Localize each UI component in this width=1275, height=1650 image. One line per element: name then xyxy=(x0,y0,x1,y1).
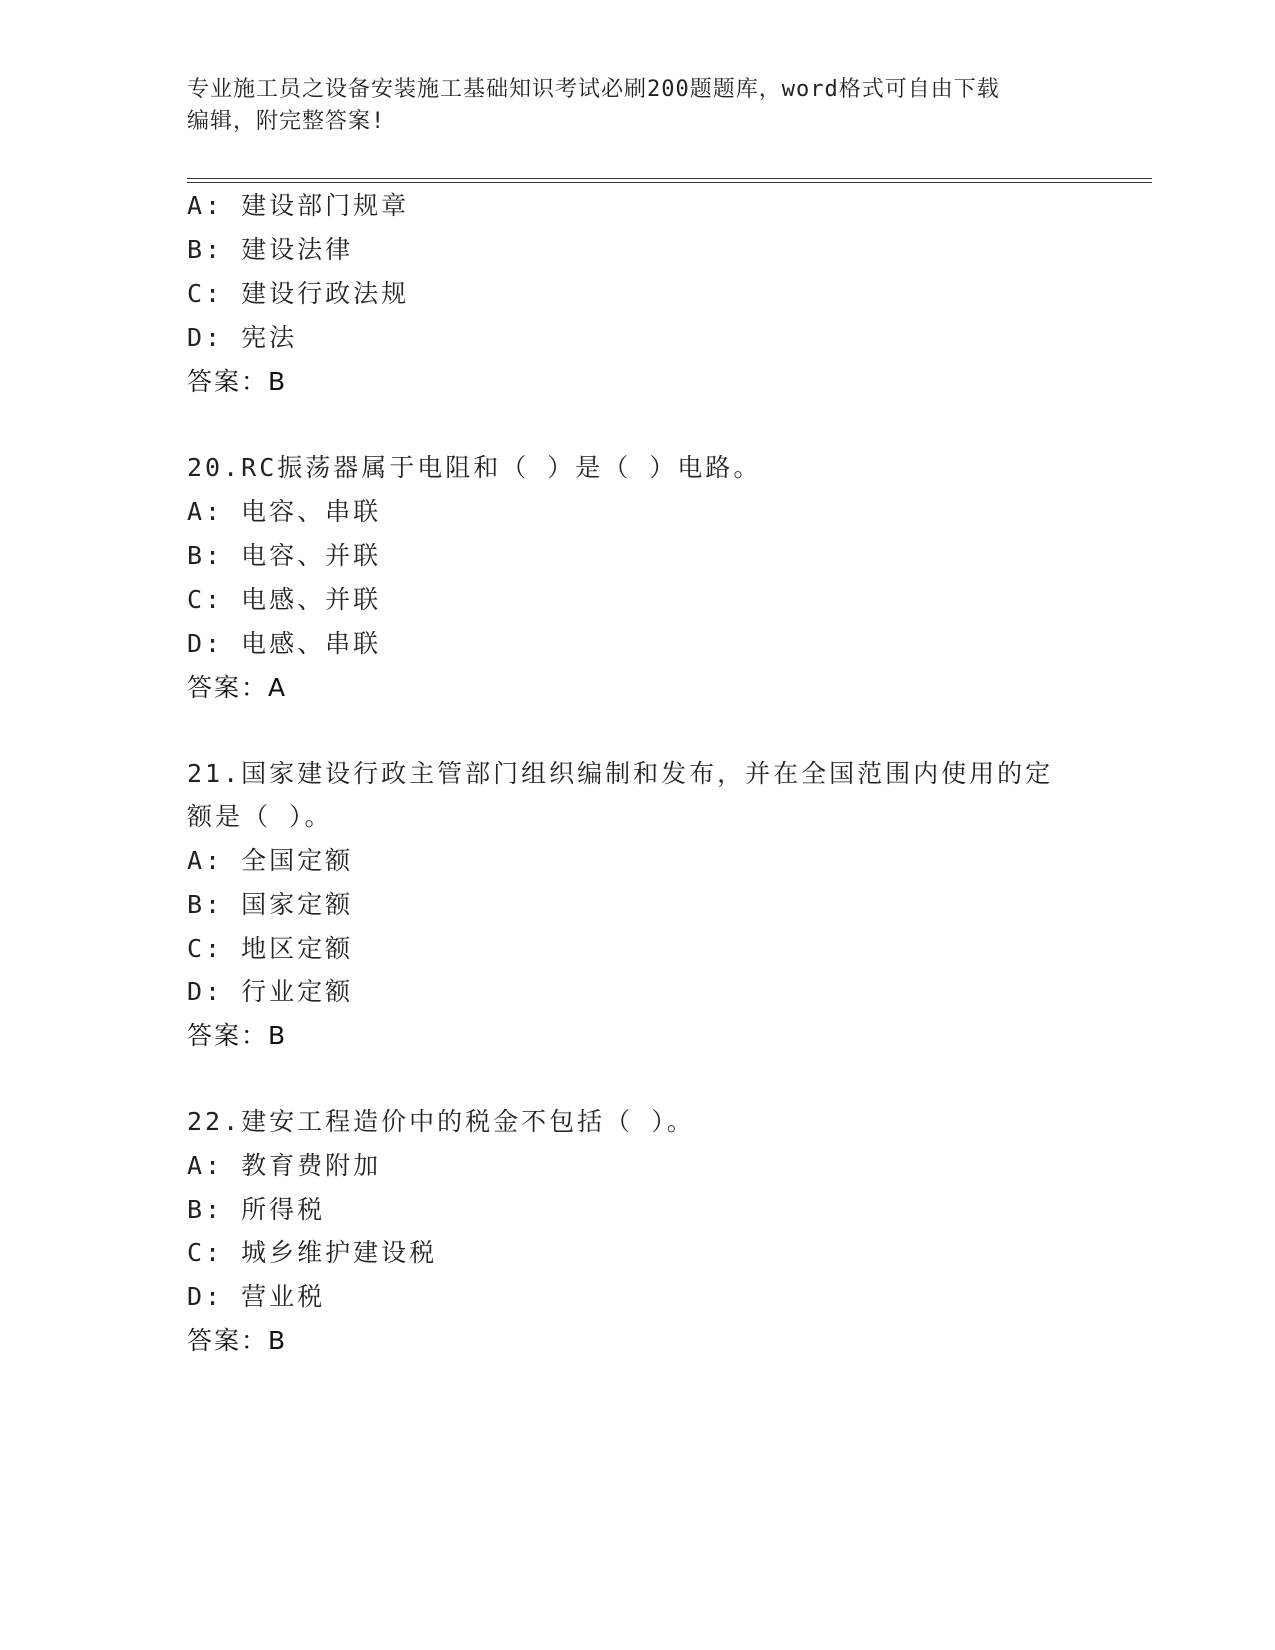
q22-option-c: C: 城乡维护建设税 xyxy=(187,1238,438,1267)
header-line-1: 专业施工员之设备安装施工基础知识考试必刷200题题库，word格式可自由下载 xyxy=(187,77,1000,102)
q22-option-a: A: 教育费附加 xyxy=(187,1151,382,1180)
q22-answer: 答案：B xyxy=(187,1326,288,1355)
q19-option-b: B: 建设法律 xyxy=(187,235,354,264)
document-header xyxy=(187,74,1087,138)
q21-option-a: A: 全国定额 xyxy=(187,846,354,875)
q21-stem-line-1: 21.国家建设行政主管部门组织编制和发布，并在全国范围内使用的定 xyxy=(187,759,1054,788)
q20-option-c: C: 电感、并联 xyxy=(187,585,382,614)
q20-option-b: B: 电容、并联 xyxy=(187,541,382,570)
q20-option-d: D: 电感、串联 xyxy=(187,629,382,658)
header-line-2: 编辑，附完整答案! xyxy=(187,109,386,134)
q20-answer: 答案：A xyxy=(187,673,288,702)
q19-answer: 答案：B xyxy=(187,367,288,396)
q22-option-d: D: 营业税 xyxy=(187,1282,326,1311)
q22-stem: 22.建安工程造价中的税金不包括（ ）。 xyxy=(187,1107,695,1136)
q19-option-a: A: 建设部门规章 xyxy=(187,191,410,220)
q21-option-d: D: 行业定额 xyxy=(187,977,354,1006)
q21-stem-line-2: 额是（ ）。 xyxy=(187,802,333,831)
q20-option-a: A: 电容、串联 xyxy=(187,497,382,526)
q21-answer: 答案：B xyxy=(187,1021,288,1050)
q19-option-c: C: 建设行政法规 xyxy=(187,279,410,308)
header-double-rule xyxy=(187,178,1152,183)
q20-stem: 20.RC振荡器属于电阻和（ ）是（ ）电路。 xyxy=(187,453,762,482)
q19-option-d: D: 宪法 xyxy=(187,323,298,352)
q21-option-b: B: 国家定额 xyxy=(187,890,354,919)
q21-option-c: C: 地区定额 xyxy=(187,934,354,963)
q22-option-b: B: 所得税 xyxy=(187,1195,326,1224)
